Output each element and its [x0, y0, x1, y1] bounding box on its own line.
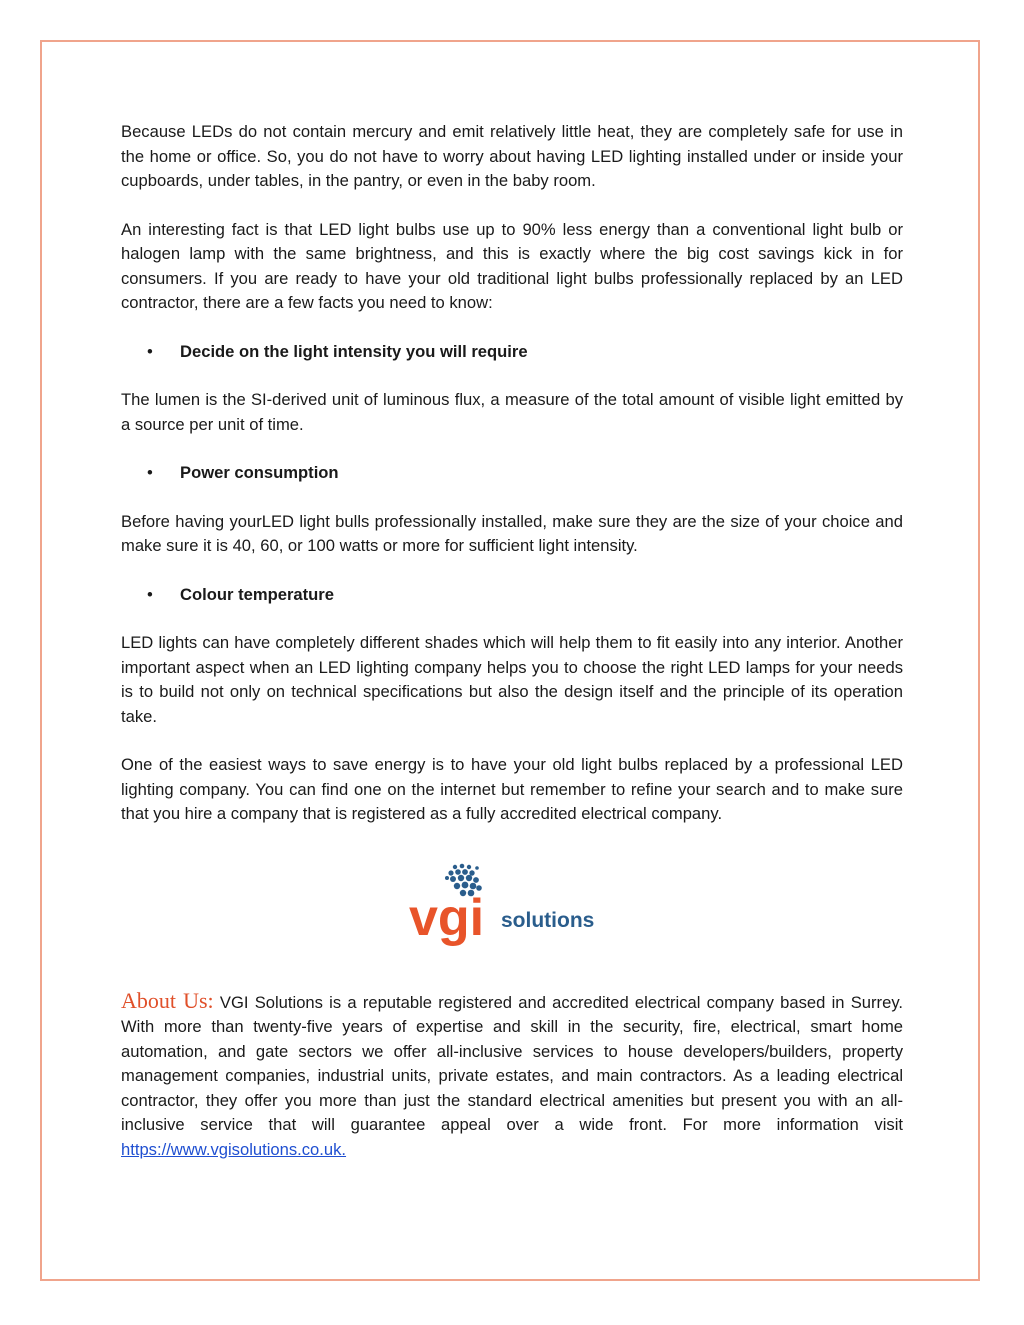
bullet-label: Colour temperature	[180, 584, 334, 604]
paragraph-wattage: Before having yourLED light bulls professionally installed, make sure they are the size of your choice and make sure it is 40, 60, or 100 watts or more for sufficient light intensity.	[121, 511, 903, 555]
website-link[interactable]: https://www.vgisolutions.co.uk.	[121, 1139, 347, 1159]
paragraph-leds-safe: Because LEDs do not contain mercury and emit relatively little heat, they are completely safe for use in the home or office. So, you do not have to worry about having LED lighting installed under or inside your cupboards, under tables, in the pantry, or even in the baby room.	[121, 122, 903, 190]
about-us-section	[121, 989, 903, 1163]
bullet-power-consumption	[121, 461, 903, 486]
paragraph-lumen: The lumen is the SI-derived unit of luminous flux, a measure of the total amount of visible light emitted by a source per unit of time.	[121, 390, 903, 434]
vgi-solutions-logo	[121, 857, 903, 957]
document-body	[121, 120, 903, 1162]
bullet-dot: •	[147, 463, 153, 482]
paragraph-save-energy: One of the easiest ways to save energy is to have your old light bulbs replaced by a professional LED lighting company. You can find one on the internet but remember to refine your search and to make sure that you hire a company that is registered as a fully accredited electrical company.	[121, 755, 903, 823]
bullet-light-intensity	[121, 340, 903, 365]
bullet-label: Decide on the light intensity you will require	[180, 341, 528, 361]
bullet-label: Power consumption	[180, 463, 339, 482]
paragraph-energy-savings: An interesting fact is that LED light bulbs use up to 90% less energy than a conventional light bulb or halogen lamp with the same brightness, and this is exactly where the big cost savings kick in for consumers. If you are ready to have your old traditional light bulbs professionally replaced by an LED contractor, there are a few facts you need to know:	[121, 219, 903, 312]
about-us-body: VGI Solutions is a reputable registered and accredited electrical company based in Surrey. With more than twenty-five years of expertise and skill in the security, fire, electrical, smart home automation, and gate sectors we offer all-inclusive services to house developers/builders, property management companies, industrial units, private estates, and main contractors. As a leading electrical contractor, they offer you more than just the standard electrical amenities but present you with an all-inclusive service that will guarantee appeal over a wide front. For more information visit	[121, 992, 903, 1134]
about-us-heading: About Us:	[121, 987, 214, 1013]
vgi-logo-graphic	[407, 857, 617, 957]
logo-brand-text: vgi	[409, 888, 485, 947]
bullet-dot: •	[147, 341, 153, 361]
bullet-colour-temperature	[121, 583, 903, 608]
paragraph-shades: LED lights can have completely different shades which will help them to fit easily into any interior. Another important aspect when an LED lighting company helps you to choose the right LED lamps for your needs is to build not only on technical specifications but also the design itself and the principle of its operation take.	[121, 633, 903, 726]
logo-solutions-text: solutions	[501, 908, 595, 932]
bullet-dot: •	[147, 584, 153, 604]
